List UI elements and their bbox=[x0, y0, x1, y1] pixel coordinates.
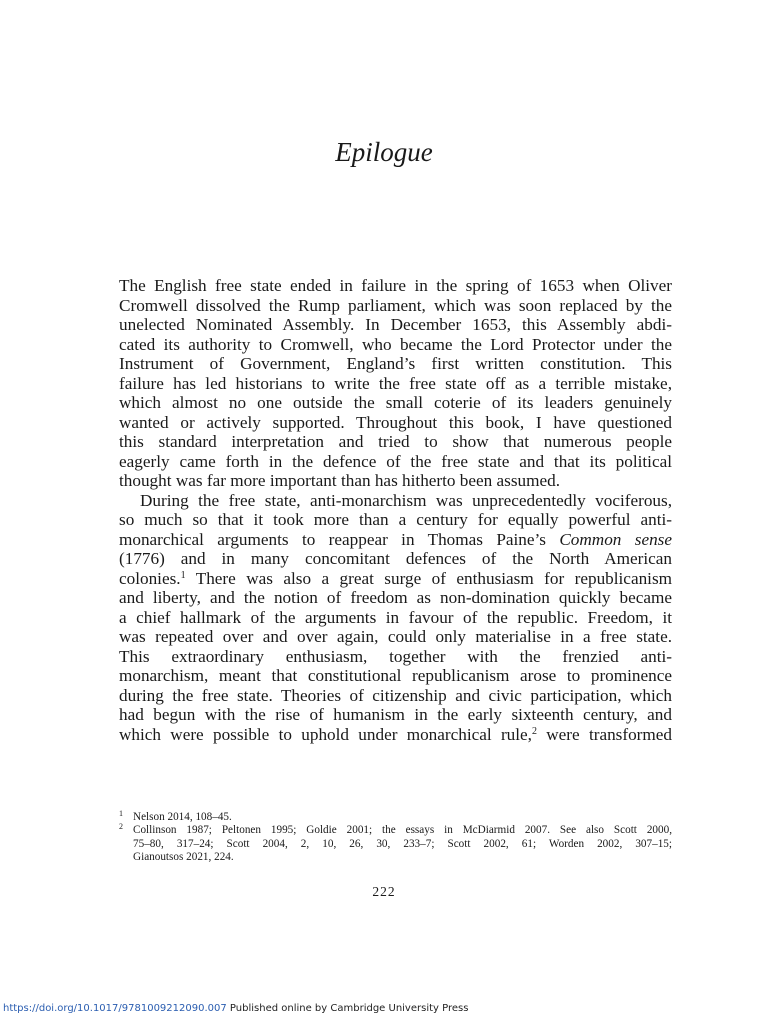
footnote-2 bbox=[119, 824, 672, 864]
chapter-title: Epilogue bbox=[335, 137, 433, 167]
body-text bbox=[119, 276, 672, 744]
text-line: failure has led historians to write the free state off as a terrible mistake, bbox=[119, 373, 672, 393]
text-line: cated its authority to Cromwell, who became the Lord Protector under the bbox=[119, 334, 672, 354]
footnote-marker-2[interactable]: 2 bbox=[531, 725, 537, 737]
footnote-line: 2 Collinson 1987; Peltonen 1995; Goldie 2001; the essays in McDiarmid 2007. See also Scott 2000, bbox=[119, 822, 672, 837]
paragraph-2 bbox=[119, 491, 672, 745]
text-line: so much so that it took more than a century for equally powerful anti- bbox=[119, 510, 672, 529]
text-segment: monarchical arguments to reappear in Thomas Paine’s bbox=[119, 529, 560, 549]
text-line: eagerly came forth in the defence of the free state and that its political bbox=[119, 451, 672, 471]
text-line: during the free state. Theories of citizenship and civic participation, which bbox=[119, 685, 672, 705]
text-line: and liberty, and the notion of freedom as non-domination quickly became bbox=[119, 588, 672, 607]
page-number: 222 bbox=[372, 884, 396, 899]
text-line: Cromwell dissolved the Rump parliament, which was soon replaced by the bbox=[119, 295, 672, 315]
text-line: During the free state, anti-monarchism was unprecedentedly vociferous, bbox=[140, 490, 672, 510]
text-line: monarchism, meant that constitutional republicanism arose to prominence bbox=[119, 666, 672, 685]
text-segment: There was also a great surge of enthusiasm for republicanism bbox=[185, 568, 672, 588]
footnote-marker-1[interactable]: 1 bbox=[180, 569, 186, 581]
footnotes bbox=[119, 811, 672, 864]
publisher-note: Published online by Cambridge University Press bbox=[226, 1003, 469, 1014]
text-line: Instrument of Government, England’s first written constitution. This bbox=[119, 354, 672, 373]
text-line bbox=[119, 569, 672, 589]
footnote-text: Collinson 1987; Peltonen 1995; Goldie 2001; the essays in McDiarmid 2007. See also Scott 2000, bbox=[133, 824, 672, 837]
text-line: (1776) and in many concomitant defences of the North American bbox=[119, 549, 672, 568]
text-line: had begun with the rise of humanism in the early sixteenth century, and bbox=[119, 705, 672, 724]
text-line: wanted or actively supported. Throughout this book, I have questioned bbox=[119, 412, 672, 432]
footnote-text: Nelson 2014, 108–45. bbox=[133, 811, 232, 823]
text-line bbox=[119, 725, 672, 745]
text-line: thought was far more important than has hitherto been assumed. bbox=[119, 471, 561, 490]
text-segment: were transformed bbox=[536, 724, 672, 744]
text-line: a chief hallmark of the arguments in favour of the republic. Freedom, it bbox=[119, 607, 672, 627]
text-line: which almost no one outside the small coterie of its leaders genuinely bbox=[119, 393, 672, 412]
source-footer bbox=[3, 1003, 468, 1014]
footnote-line: 1 Nelson 2014, 108–45. bbox=[119, 809, 232, 823]
footnote-line: 75–80, 317–24; Scott 2004, 2, 10, 26, 30, 233–7; Scott 2002, 61; Worden 2002, 307–15; bbox=[133, 837, 672, 850]
doi-link[interactable]: https://doi.org/10.1017/9781009212090.007 bbox=[3, 1003, 227, 1014]
text-segment: colonies. bbox=[119, 568, 181, 588]
footnote-line: Gianoutsos 2021, 224. bbox=[133, 850, 234, 863]
text-line bbox=[119, 530, 672, 550]
text-line: unelected Nominated Assembly. In December 1653, this Assembly abdi- bbox=[119, 315, 672, 334]
footnote-1 bbox=[119, 811, 672, 824]
text-line: this standard interpretation and tried to show that numerous people bbox=[119, 432, 672, 451]
text-line: This extraordinary enthusiasm, together with the frenzied anti- bbox=[119, 646, 672, 666]
text-line: The English free state ended in failure in the spring of 1653 when Oliver bbox=[119, 276, 672, 295]
book-title-italic: Common sense bbox=[559, 529, 672, 549]
paragraph-1 bbox=[119, 276, 672, 491]
text-line: was repeated over and over again, could only materialise in a free state. bbox=[119, 627, 672, 646]
text-segment: which were possible to uphold under monarchical rule, bbox=[119, 724, 532, 744]
